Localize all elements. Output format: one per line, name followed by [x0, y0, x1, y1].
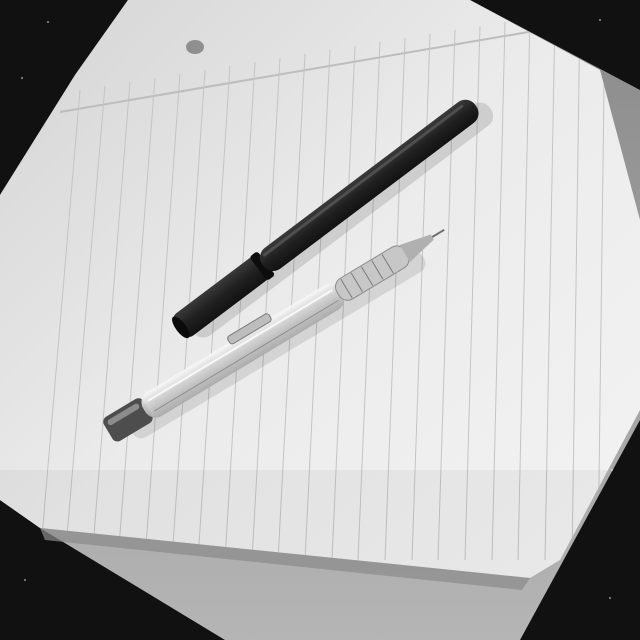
punch-hole	[186, 40, 204, 54]
